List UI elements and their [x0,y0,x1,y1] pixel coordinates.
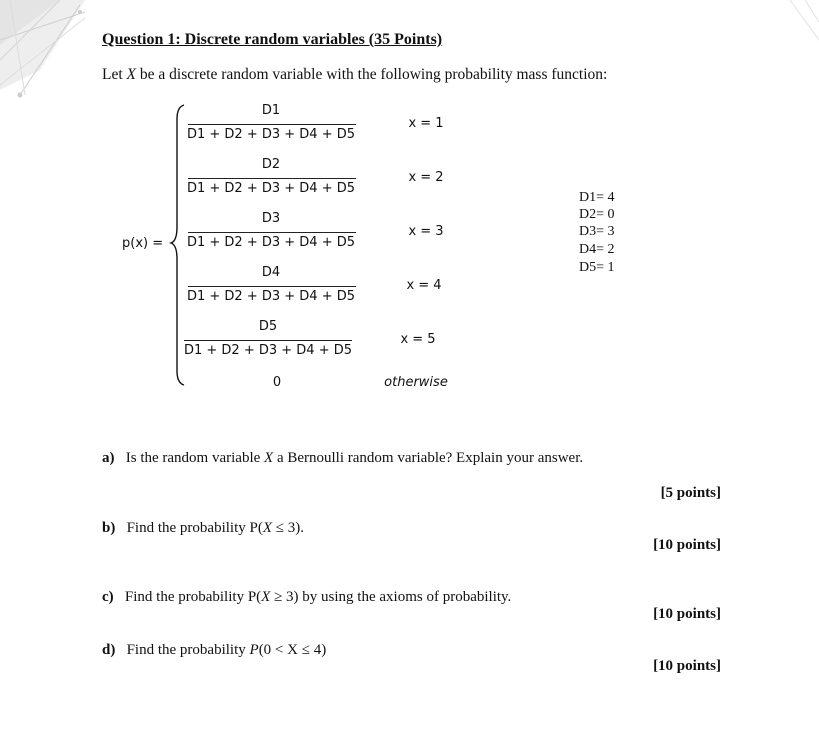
d-value-5: D5= 1 [579,260,615,275]
pmf-numerator-4: D4 [261,265,281,280]
part-d-label: d) [102,642,116,658]
part-c-text-post: ≥ 3) by using the axioms of probability. [270,589,512,605]
pmf-condition-3: x = 3 [408,224,444,239]
part-c-variable: X [261,589,271,605]
fraction-bar-4 [188,286,356,287]
part-a-text-pre: Is the random variable [125,450,265,466]
pmf-denominator-2: D1 + D2 + D3 + D4 + D5 [186,181,356,196]
pmf-numerator-2: D2 [261,157,281,172]
part-b-text-post: ≤ 3). [272,520,304,536]
pmf-lhs: p(x) = [122,236,164,251]
part-c-label: c) [102,589,114,605]
part-a-label: a) [102,450,115,466]
part-d-text-pre: Find the probability [126,642,250,658]
fraction-bar-3 [188,232,356,233]
part-b-variable: X [262,520,273,536]
part-a-text-post: a Bernoulli random variable? Explain your answer. [273,450,584,466]
pmf-condition-5: x = 5 [400,332,436,347]
part-b-points: [10 points] [653,537,721,553]
part-a-points: [5 points] [660,485,721,501]
fraction-bar-5 [184,340,352,341]
part-c [102,589,511,606]
pmf-otherwise-label: otherwise [384,375,448,390]
part-a [102,450,583,467]
pmf-otherwise-value: 0 [272,375,282,390]
d-value-2: D2= 0 [579,207,615,222]
question-intro [102,66,607,84]
pmf-condition-1: x = 1 [408,116,444,131]
part-a-variable: X [264,450,274,466]
intro-suffix: be a discrete random variable with the following probability mass function: [136,66,608,83]
pmf-condition-4: x = 4 [406,278,442,293]
pmf-numerator-3: D3 [261,211,281,226]
part-b-label: b) [102,520,116,536]
part-d-points: [10 points] [653,658,721,674]
pmf-denominator-4: D1 + D2 + D3 + D4 + D5 [186,289,356,304]
intro-variable: X [126,66,136,83]
part-b-text-pre: Find the probability P( [126,520,263,536]
part-d [102,642,326,659]
d-value-1: D1= 4 [579,190,615,205]
part-b [102,520,304,537]
fraction-bar-1 [188,124,356,125]
pmf-numerator-1: D1 [261,103,281,118]
pmf-denominator-3: D1 + D2 + D3 + D4 + D5 [186,235,356,250]
part-c-text-pre: Find the probability P( [124,589,262,605]
pmf-condition-2: x = 2 [408,170,444,185]
pmf-numerator-5: D5 [258,319,278,334]
question-title: Question 1: Discrete random variables (35 Points) [102,31,443,48]
part-d-variable: P [249,642,259,658]
d-value-4: D4= 2 [579,242,615,257]
part-c-points: [10 points] [653,606,721,622]
fraction-bar-2 [188,178,356,179]
pmf-denominator-5: D1 + D2 + D3 + D4 + D5 [183,343,353,358]
d-value-3: D3= 3 [579,224,615,239]
pmf-denominator-1: D1 + D2 + D3 + D4 + D5 [186,127,356,142]
part-d-text-post: (0 < X ≤ 4) [258,642,327,658]
intro-prefix: Let [102,66,127,83]
